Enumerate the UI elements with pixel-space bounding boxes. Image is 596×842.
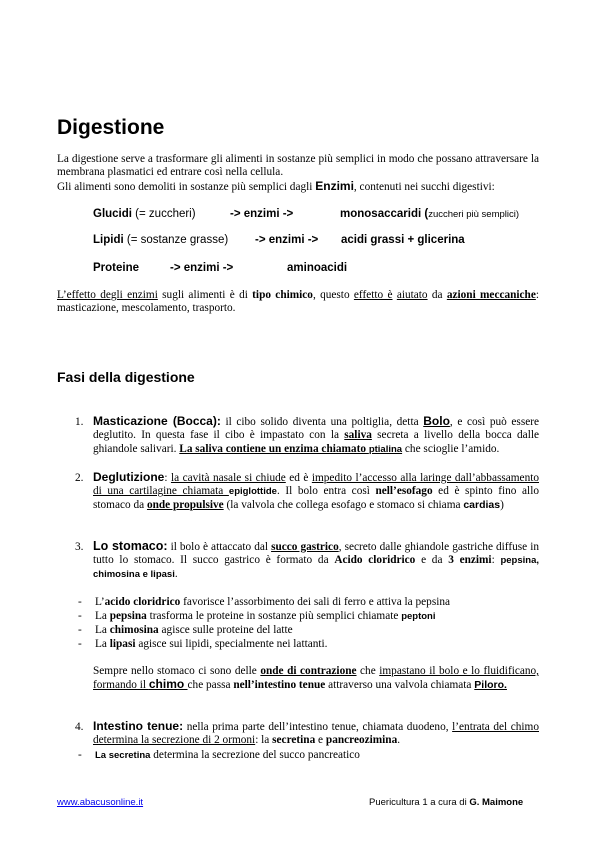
bullet-item	[95, 610, 436, 623]
bullet-dash: -	[78, 624, 82, 636]
list-number: 3.	[75, 541, 84, 553]
term-onde-propulsive: onde propulsive	[146, 498, 224, 511]
phase-text: e	[315, 734, 326, 747]
group-arrow: -> enzimi ->	[170, 262, 234, 274]
phase-text: ed è spinto fino allo stomaco da	[93, 485, 539, 511]
bullet-text: determina la secrezione del succo pancreatico	[150, 749, 360, 761]
group-name: Lipidi	[93, 234, 124, 246]
group-proteine: Proteine	[93, 262, 140, 274]
bullet-text: favorisce l’assorbimento dei sali di ferro e attiva la pepsina	[180, 596, 451, 608]
term-ptialina: ptialina	[368, 443, 403, 455]
bullet-text: La	[95, 624, 110, 636]
tipo-chimico: tipo chimico	[252, 289, 313, 301]
bullet-text: La	[95, 638, 110, 650]
group-lipidi	[93, 234, 228, 247]
intro-text: La digestione serve a trasformare gli alimenti in sostanze più semplici in modo che possano attraversare la membrana plasmatici ed entrare così nella cellula.	[57, 153, 539, 179]
phase-text: .	[174, 567, 178, 580]
term-onde-contrazione: onde di contrazione	[260, 665, 357, 677]
section-title: Fasi della digestione	[57, 369, 195, 385]
intro-paragraph-2	[57, 180, 539, 194]
effect-underlined: aiutato	[396, 289, 428, 301]
effect-text: : masticazione, mescolamento, trasporto.	[57, 289, 539, 315]
phase-text: : la	[255, 734, 273, 747]
intro-paragraph	[57, 153, 539, 180]
phase-masticazione	[93, 415, 539, 456]
list-number: 4.	[75, 721, 84, 733]
list-number: 2.	[75, 472, 84, 484]
bullet-item	[95, 596, 450, 609]
group-result	[340, 208, 519, 221]
footer-link[interactable]: www.abacusonline.it	[57, 797, 144, 808]
page-title: Digestione	[57, 116, 165, 139]
phase-title: Lo stomaco:	[93, 539, 168, 553]
phase-text: (la valvola che collega esofago e stomaco si chiama	[223, 498, 464, 511]
effect-text: , questo	[312, 289, 354, 301]
group-result: aminoacidi	[287, 262, 348, 274]
phase-underlined: impedito l’accesso alla laringe dall’abbassamento di una cartilagine chiamata	[93, 472, 539, 498]
term-enzymes-list: pepsina, chimosina e lipasi	[93, 555, 539, 580]
phase-title: Intestino tenue:	[93, 719, 184, 733]
effect-underlined: L’effetto degli enzimi	[57, 289, 158, 301]
phase-text: :	[491, 554, 501, 567]
phase-title: Masticazione (Bocca):	[93, 414, 221, 428]
phase-underlined: la cavità nasale si chiude	[170, 472, 286, 484]
bullet-text: agisce sui lipidi, specialmente nei lattanti.	[135, 638, 328, 650]
bullet-term: chimosina	[109, 624, 159, 636]
term-saliva: saliva	[344, 429, 372, 442]
effect-underlined: effetto è	[353, 289, 393, 301]
phase-text: e da	[415, 554, 449, 567]
bullet-dash: -	[78, 638, 82, 650]
phase-text: . Il bolo entra così	[276, 485, 376, 498]
term-epiglottide: epiglottide	[228, 486, 277, 498]
term-3-enzimi: 3 enzimi	[448, 554, 492, 567]
term-bolo: Bolo	[423, 414, 450, 428]
bullet-term-peptoni: peptoni	[401, 611, 436, 622]
list-number: 1.	[75, 416, 84, 428]
bullet-item	[95, 749, 360, 762]
bullet-dash: -	[78, 596, 82, 608]
bullet-term: pepsina	[109, 610, 147, 622]
group-note: (= zuccheri)	[131, 208, 196, 220]
footer-credit	[369, 796, 523, 809]
effect-text: da	[427, 289, 447, 301]
term-intestino: nell’intestino tenue	[233, 679, 326, 692]
bullet-dash: -	[78, 749, 82, 761]
contr-underlined: impastano il bolo e lo fluidificano,	[379, 665, 539, 677]
group-note: (= sostanze grasse)	[123, 234, 229, 246]
bullet-dash: -	[78, 610, 82, 622]
phase-text: che scioglie l’amido.	[402, 442, 500, 455]
footer-text: Puericultura 1 a cura di	[369, 797, 470, 808]
term-chimo: chimo	[148, 677, 188, 692]
group-name: Glucidi	[93, 208, 132, 220]
phase-text: secreta a livello della bocca dalle ghiandole salivari.	[93, 429, 539, 455]
bullet-item	[95, 624, 293, 637]
contraction-paragraph	[93, 665, 539, 693]
term-acido: Acido cloridrico	[334, 554, 416, 567]
intro-text-c: , contenuti nei succhi digestivi:	[353, 181, 495, 193]
footer-author: G. Maimone	[469, 797, 524, 808]
term-secretina: secretina	[272, 734, 316, 747]
azioni-meccaniche: azioni meccaniche	[446, 289, 536, 301]
term-piloro: Piloro.	[474, 679, 507, 692]
phase-text: , secreto dalle ghiandole gastriche diffuse in tutto lo stomaco. Il succo gastrico è formato da	[93, 541, 539, 567]
intro-text-a: Gli alimenti sono demoliti in sostanze più semplici dagli	[57, 181, 316, 193]
bullet-item	[95, 638, 328, 651]
phase-intestino	[93, 720, 539, 748]
bullet-term: acido cloridrico	[104, 596, 181, 608]
phase-text: :	[164, 472, 171, 484]
term-cardias: cardias	[463, 498, 501, 511]
effect-text: sugli alimenti è di	[157, 289, 253, 301]
phase-deglutizione	[93, 471, 539, 512]
group-arrow: -> enzimi ->	[230, 208, 294, 220]
bullet-text: L’	[95, 596, 105, 608]
contr-text: che	[356, 665, 380, 677]
group-result: acidi grassi + glicerina	[341, 234, 465, 246]
result-note: zuccheri più semplici)	[428, 209, 520, 220]
term-pancreozimina: pancreozimina	[325, 734, 398, 747]
result-text: monosaccaridi (	[340, 208, 429, 220]
bullet-term: lipasi	[109, 638, 136, 650]
phase-stomaco	[93, 540, 539, 581]
term-enzima: La saliva contiene un enzima chiamato	[179, 442, 369, 455]
contr-text: Sempre nello stomaco ci sono delle	[93, 665, 261, 677]
phase-text: )	[500, 498, 504, 511]
group-glucidi	[93, 208, 196, 221]
contr-text: attraverso una valvola chiamata	[325, 679, 475, 692]
phase-text: il cibo solido diventa una poltiglia, detta	[220, 416, 424, 428]
bullet-text: La	[95, 610, 110, 622]
group-arrow: -> enzimi ->	[255, 234, 319, 246]
phase-text: nella prima parte dell’intestino tenue, chiamata duodeno,	[183, 721, 453, 733]
bullet-text: agisce sulle proteine del latte	[158, 624, 293, 636]
phase-text: il bolo è attaccato dal	[167, 541, 272, 553]
enzimi-term: Enzimi	[315, 179, 354, 193]
bullet-term: La secretina	[95, 750, 151, 761]
effect-paragraph	[57, 289, 539, 316]
term-esofago: nell’esofago	[375, 485, 433, 498]
phase-text: , e così può essere deglutito. In questa fase il cibo è impastato con la	[93, 416, 540, 442]
phase-text: .	[397, 734, 401, 747]
phase-text: ed è	[285, 472, 312, 484]
contr-text: che passa	[187, 679, 234, 692]
term-succo-gastrico: succo gastrico	[271, 541, 339, 553]
phase-title: Deglutizione	[93, 470, 165, 484]
phase-underlined: l’entrata del chimo determina la secrezione di 2 ormoni	[93, 721, 539, 747]
contr-underlined: formando il	[93, 679, 149, 692]
bullet-text: trasforma le proteine in sostanze più semplici chiamate	[146, 610, 402, 622]
